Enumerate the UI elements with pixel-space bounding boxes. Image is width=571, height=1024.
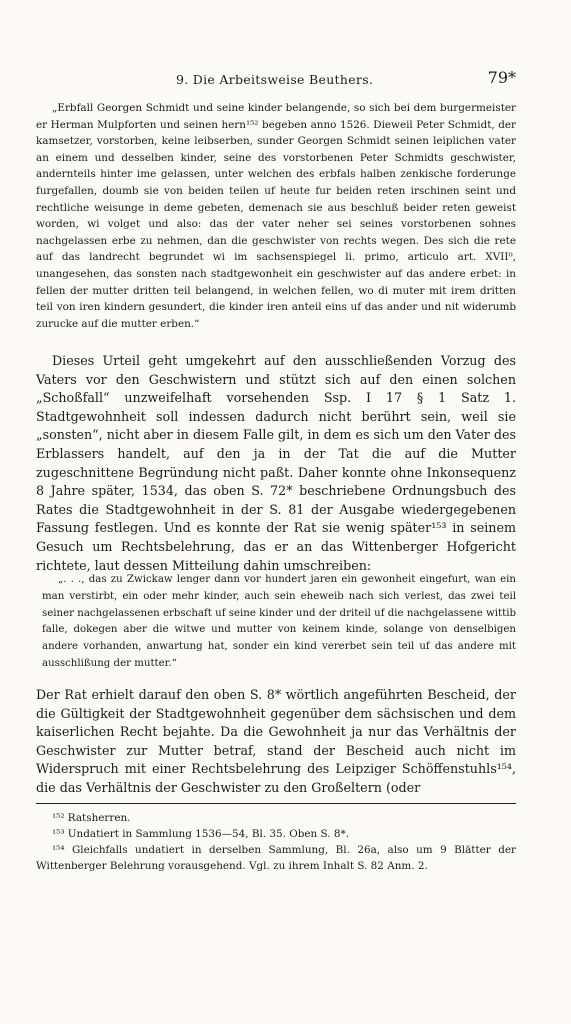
quotation-block-1 — [36, 100, 516, 332]
footnote-153: ¹⁵³ Undatiert in Sammlung 1536—54, Bl. 35. Oben S. 8*. — [52, 828, 350, 840]
footnote-separator — [36, 803, 516, 804]
quotation-block-2 — [42, 572, 516, 673]
body-paragraph-2 — [36, 686, 516, 798]
body-paragraph-1 — [36, 352, 516, 575]
running-header — [36, 70, 516, 90]
quotation-text: „Erbfall Georgen Schmidt und seine kinder belangende, so sich bei dem burgermeister er Herman Mulpforten und seinen hern¹⁵² begeben anno 1526. Dieweil Peter Schmidt, der kamsetzer, vorstorben, keine leibserben, sunder Georgen Schmidt seinen leiplichen vater an einem und desselben kinder, seine des vorstorbenen Peter Schmidts geschwister, andernteils hinter ime gelassen, unter welchen des erbfals halben zenkische forderunge furgefallen, doumb sie von beiden teilen uf heute fur beiden reten irschinen seint und rechtliche weisunge in deme gebeten, demenach sie aus beschluß beider reten geweist worden, wi volget und also: das der vater neher sei seines vorstorbenen sohnes nachgelassen erbe zu nehmen, dan die geschwister von rechts wegen. Des sich die rete auf das landrecht begrundet wi im sachsenspiegel li. primo, articulo art. XVII⁰, unangesehen, das sonsten nach stadtgewonheit ein geschwister auf das andere erbet: in fellen der mutter dritten teil belangend, in welchen fellen, wo di muter mit irem dritten teil von iren kindern gesundert, die kinder iren anteil eins uf das ander und nit widerumb zurucke auf die mutter erben.“ — [36, 102, 516, 330]
footnote-152: ¹⁵² Ratsherren. — [52, 812, 131, 824]
footnotes — [36, 810, 516, 874]
paragraph-text: Der Rat erhielt darauf den oben S. 8* wörtlich angeführten Bescheid, der die Gültigkeit der Stadtgewohnheit gegenüber dem sächsischen und dem kaiserlichen Recht bejahte. Da die Gewohnheit ja nur das Verhältnis der Geschwister zur Mutter betraf, stand der Bescheid auch nicht im Widerspruch mit einer Rechtsbelehrung des Leipziger Schöffenstuhls¹⁵⁴, die das Verhältnis der Geschwister zu den Großeltern (oder — [36, 687, 516, 795]
page-number: 79* — [487, 68, 516, 87]
chapter-title: 9. Die Arbeitsweise Beuthers. — [176, 72, 374, 87]
footnote-154: ¹⁵⁴ Gleichfalls undatiert in derselben Sammlung, Bl. 26a, also um 9 Blätter der Wittenberger Belehrung vorausgehend. Vgl. zu ihrem Inhalt S. 82 Anm. 2. — [36, 844, 516, 872]
paragraph-text: Dieses Urteil geht umgekehrt auf den ausschließenden Vorzug des Vaters vor den Geschwistern und stützt sich auf den einen solchen „Schoßfall“ unzweifelhaft vorsehenden Ssp. I 17 § 1 Satz 1. Stadtgewohnheit soll indessen dadurch nicht berührt sein, weil sie „sonsten“, nicht aber in diesem Falle gilt, in dem es sich um den Vater des Erblassers handelt, auf den ja in der Tat die auf die Mutter zugeschnittene Begründung nicht paßt. Daher konnte ohne Inkonsequenz 8 Jahre später, 1534, das oben S. 72* beschriebene Ordnungsbuch des Rates die Stadtgewohnheit in der S. 81 der Ausgabe wiedergegebenen Fassung festlegen. Und es konnte der Rat sie wenig später¹⁵³ in seinem Gesuch um Rechtsbelehrung, das er an das Wittenberger Hofgericht richtete, laut dessen Mitteilung dahin umschreiben: — [36, 353, 516, 573]
quotation-text: „. . ., das zu Zwickaw lenger dann vor hundert jaren ein gewonheit eingefurt, wan ein man verstirbt, ein oder mehr kinder, auch sein eheweib nach sich verlest, das zwei teil seiner nachgelassenen erbschaft uf seine kinder und der driteil uf die nachgelassene wittib falle, dokegen aber die witwe und mutter von keinem kinde, solange von denselbigen andere vorhanden, anwartung hat, sonder ein kind vererbet sein teil uf das andere mit ausschlißung der mutter.“ — [42, 574, 516, 669]
